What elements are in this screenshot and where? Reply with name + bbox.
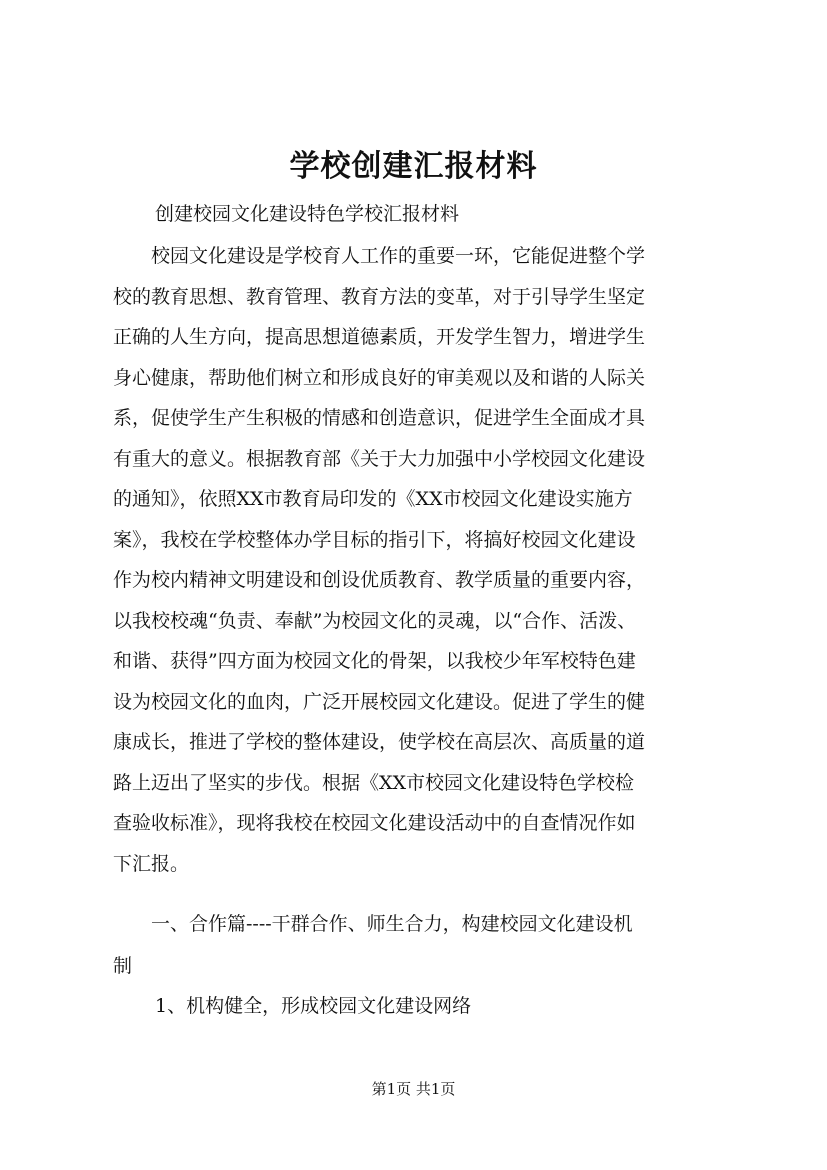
paragraph-line: 有重大的意义。根据教育部《关于大力加强中小学校园文化建设 [113,447,646,470]
paragraph-line: 正确的人生方向，提高思想道德素质，开发学生智力，增进学生 [113,326,646,348]
paragraph-line: 作为校内精神文明建设和创设优质教育、教学质量的重要内容， [113,569,646,591]
document-subtitle: 创建校园文化建设特色学校汇报材料 [155,203,460,225]
paragraph-line: 路上迈出了坚实的步伐。根据《XX市校园文化建设特色学校检 [113,771,635,794]
paragraph-line: 的通知》，依照XX市教育局印发的《XX市校园文化建设实施方 [113,488,633,510]
document-title: 学校创建汇报材料 [289,149,538,184]
paragraph-line: 校的教育思想、教育管理、教育方法的变革，对于引导学生坚定 [113,285,646,308]
paragraph-line: 下汇报。 [113,852,190,875]
paragraph-line: 案》，我校在学校整体办学目标的指引下，将搞好校园文化建设 [113,528,636,551]
body-paragraph [113,236,713,884]
section-heading-line: 制 [113,955,133,977]
paragraph-line: 身心健康，帮助他们树立和形成良好的审美观以及和谐的人际关 [113,366,646,389]
paragraph-line: 查验收标准》，现将我校在校园文化建设活动中的自查情况作如 [113,812,636,834]
paragraph-line: 校园文化建设是学校育人工作的重要一环，它能促进整个学 [113,245,646,267]
paragraph-line: 和谐、获得”四方面为校园文化的骨架，以我校少年军校特色建 [113,650,636,672]
page-footer: 第1页 共1页 [371,1080,456,1098]
paragraph-line: 康成长，推进了学校的整体建设，使学校在高层次、高质量的道 [113,731,646,753]
sub-heading: 1、机构健全，形成校园文化建设网络 [155,995,472,1017]
paragraph-line: 设为校园文化的血肉，广泛开展校园文化建设。促进了学生的健 [113,690,646,713]
section-heading [113,903,713,987]
paragraph-line: 系，促使学生产生积极的情感和创造意识，促进学生全面成才具 [113,407,646,429]
paragraph-line: 以我校校魂“负责、奉献”为校园文化的灵魂，以“合作、活泼、 [113,609,637,632]
section-heading-line: 一、合作篇----干群合作、师生合力，构建校园文化建设机 [113,913,633,935]
